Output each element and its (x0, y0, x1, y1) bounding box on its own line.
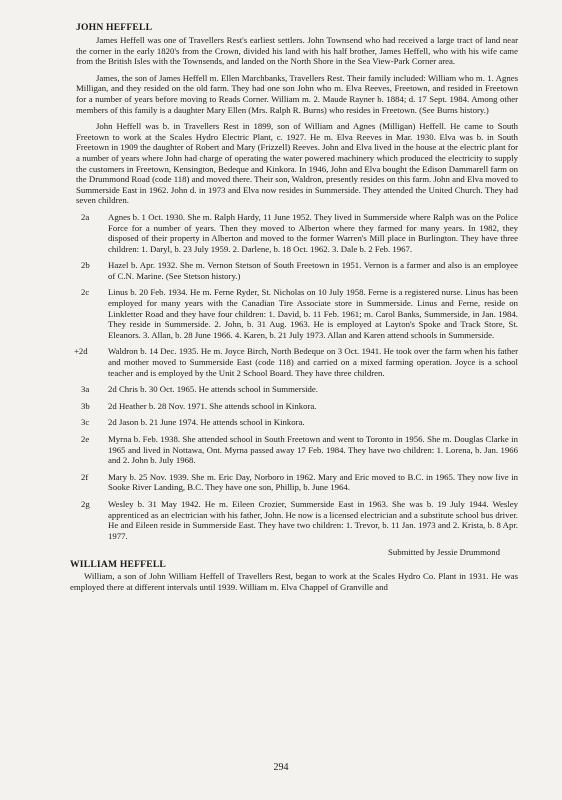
family-entry (76, 212, 518, 254)
entry-code: 2g (81, 498, 90, 509)
family-entry (76, 287, 518, 340)
paragraph: James, the son of James Heffell m. Ellen Marchbanks, Travellers Rest. Their family included: William who m. 1. Agnes Milligan, and they resided on the old farm. They had one son John who m. Elva Reeves, Freetown, and resided in Freetown for a number of years before moving to Reads Corner. William m. 2. Maude Rayner b. 1884; d. 17 Sept. 1984. Among other members of this family is a daughter Mary Ellen (Mrs. Ralph R. Burns) who resides in Freetown. (See Burns history.) (76, 72, 518, 115)
entry-text: 2d Jason b. 21 June 1974. He attends school in Kinkora. (108, 417, 305, 428)
family-entry (76, 434, 518, 466)
page-number: 294 (273, 762, 289, 773)
paragraph: James Heffell was one of Travellers Rest's earliest settlers. John Townsend who had received a large tract of land near the corner in the early 1820's from the Crown, divided his land with his half brother, James Heffell, who with his wife came from the British Isles with the Townsends, and landed on the North Shore in the Sea View-Park Corner area. (76, 35, 518, 67)
entry-text: Wesley b. 31 May 1942. He m. Eileen Crozier, Summerside East in 1963. She was b. 19 July 1944. Wesley apprenticed as an electrician with his father, John. He now is a licensed electrician and a substitute school bus driver. He and Eileen reside in Summerside East. They have two children: 1. Trevor, b. 11 Jan. 1973 and 2. Krista, b. 8 Apr. 1977. (108, 498, 518, 541)
family-entry (76, 384, 518, 395)
entry-text: Myrna b. Feb. 1938. She attended school in South Freetown and went to Toronto in 1956. She m. Douglas Clarke in 1965 and lived in Nottawa, Ont. Myrna passed away 17 Feb. 1984. They have two children: 1. Lorena, b. Jan. 1966 and 2. John b. July 1968. (108, 434, 518, 466)
family-entry (76, 401, 518, 412)
entry-code: 3b (81, 400, 90, 411)
entry-text: Linus b. 20 Feb. 1934. He m. Ferne Ryder, St. Nicholas on 10 July 1958. Ferne is a registered nurse. Linus has been employed for many years with the Canadian Tire Associate store in Summerside. Linus and Ferne, reside on Linkletter Road and they have four children: 1. David, b. 11 Feb. 1961; m. Carol Banks, Summerside, in Jan. 1984. They reside in Summerside. 2. John, b. 31 Aug. 1963. He is employed at Layton's Spoke and Track Store, St. Eleanors. 3. Allan, b. 28 June 1966. 4. Karen, b. 21 July 1973. Allan and Karen attend schools in Summerside. (108, 287, 518, 340)
entry-text: Waldron b. 14 Dec. 1935. He m. Joyce Birch, North Bedeque on 3 Oct. 1941. He took over the farm when his father and mother moved to Summerside East (code 118) and carried on a mixed farming operation. Joyce is a school teacher and is employed by the Unit 2 School Board. They have three children. (108, 346, 518, 378)
family-entry (76, 499, 518, 541)
entry-text: Agnes b. 1 Oct. 1930. She m. Ralph Hardy, 11 June 1952. They lived in Summerside where Ralph was on the Police Force for a number of years. Then they moved to Alberton where they farmed for many years. In 1982, they disposed of their property in Alberton and moved to the former Warren's Mill place in Burlington. They have three children: 1. Daryl, b. 23 July 1959. 2. Darlene, b. 18 Oct. 1962. 3. Dale b. 2 Feb. 1967. (108, 211, 518, 254)
entry-code: +2d (74, 346, 88, 357)
entry-code: 2b (81, 260, 90, 271)
paragraph: John Heffell was b. in Travellers Rest in 1899, son of William and Agnes (Milligan) Heffell. He came to South Freetown to work at the Scales Hydro Electric Plant, c. 1927. He m. Elva Reeves in Mar. 1930. Elva was b. in South Freetown in 1909 the daughter of Robert and Mary (Frizzell) Reeves. John and Elva lived in the house at the electric plant for a number of years where John had charge of operating the water powered machinery which produced the electricity to supply the customers in Freetown, Kensington, Bedeque and Kinkora. In 1946, John and Elva bought the Edison Dammarell farm on the Drummond Road (code 118) and moved there. Their son, Waldron, presently resides on this farm. John and Elva moved to Summerside East in 1962. John d. in 1973 and Elva now resides in Summerside. They attended the United Church. They had seven children. (76, 121, 518, 206)
entry-code: 2e (81, 434, 90, 444)
family-entry (76, 260, 518, 281)
entry-code: 2f (81, 471, 89, 482)
entry-code: 2a (81, 211, 90, 222)
family-entry (76, 472, 518, 493)
entry-code: 2c (81, 287, 90, 298)
entry-text: 2d Chris b. 30 Oct. 1965. He attends school in Summerside. (108, 384, 318, 395)
entry-code: 3a (81, 384, 90, 395)
entry-text: Mary b. 25 Nov. 1939. She m. Eric Day, Norboro in 1962. Mary and Eric moved to B.C. in 1965. They now live in Sooke River Landing, B.C. They have one son, Phillip, b. June 1964. (108, 471, 518, 493)
family-entry (76, 417, 518, 428)
submitted-by: Submitted by Jessie Drummond (387, 547, 500, 558)
entry-code: 3c (81, 417, 90, 428)
family-entry (76, 346, 518, 378)
entry-text: Hazel b. Apr. 1932. She m. Vernon Stetson of South Freetown in 1951. Vernon is a farmer and also is an employee of C.N. Marine. (See Stetson history.) (108, 260, 518, 281)
section-heading-john-heffell: JOHN HEFFELL (76, 22, 153, 33)
paragraph: William, a son of John William Heffell of Travellers Rest, began to work at the Scales Hydro Co. Plant in 1931. He was employed there at different intervals until 1939. William m. Elva Chappel of Granville and (70, 571, 518, 592)
entry-text: 2d Heather b. 28 Nov. 1971. She attends school in Kinkora. (108, 400, 317, 411)
section-heading-william-heffell: WILLIAM HEFFELL (70, 559, 167, 571)
